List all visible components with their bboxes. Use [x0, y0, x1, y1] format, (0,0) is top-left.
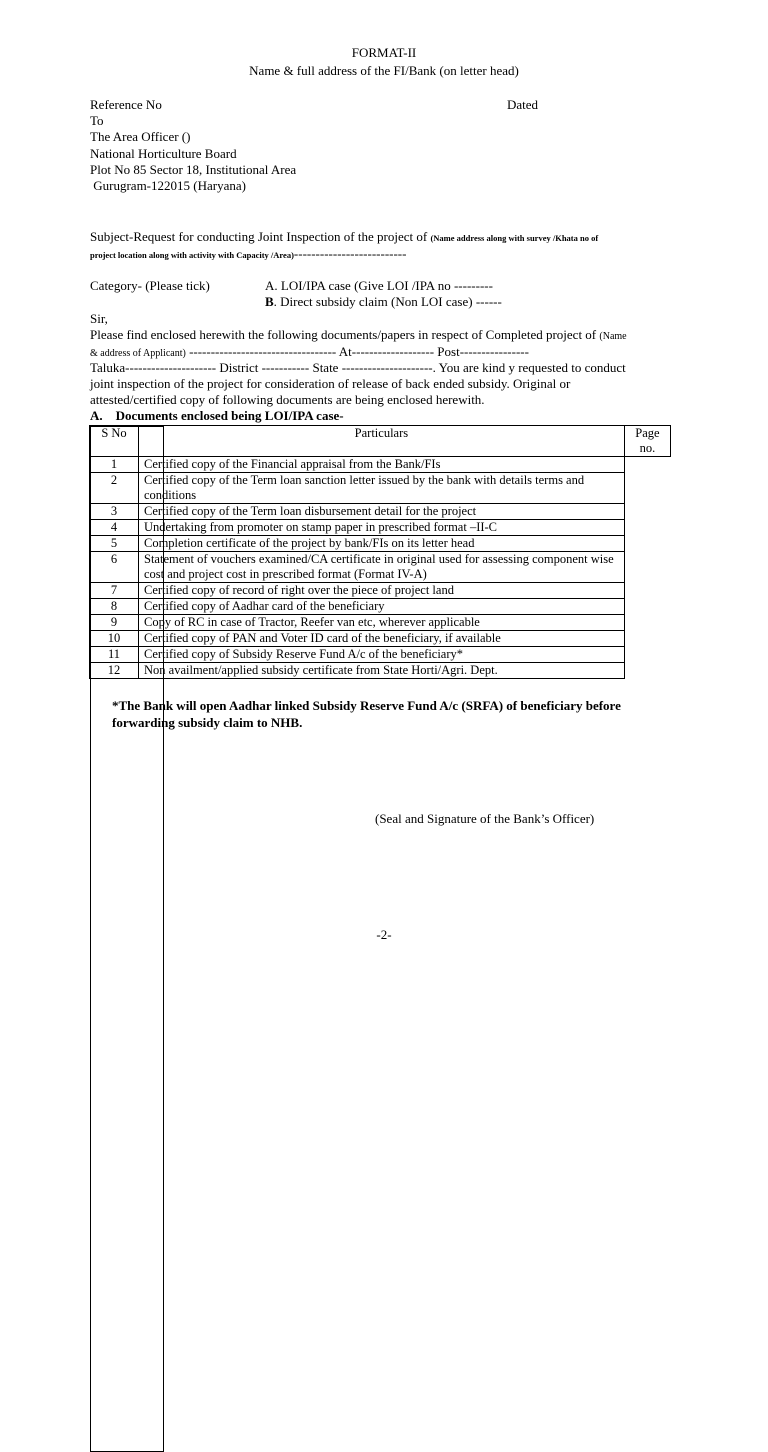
subject-line: [90, 229, 598, 246]
row-particulars: Copy of RC in case of Tractor, Reefer van etc, wherever applicable: [139, 615, 625, 631]
subject-line-2: [90, 246, 406, 263]
option-a-text: . LOI/IPA case (Give LOI /IPA no ---------: [274, 278, 493, 293]
page-number: -2-: [376, 927, 392, 942]
row-sno: 11: [90, 647, 139, 663]
row-particulars: Certified copy of the Term loan disbursement detail for the project: [139, 504, 625, 520]
option-a-letter: A: [265, 278, 275, 293]
table-row: [90, 473, 671, 504]
body-note: (Name: [599, 331, 627, 342]
signature-line: (Seal and Signature of the Bank’s Officer): [375, 811, 595, 826]
column-header-page: Page no.: [624, 426, 670, 457]
table-row: [90, 583, 671, 599]
documents-table: [89, 425, 671, 679]
row-sno: 7: [90, 583, 139, 599]
address-line: To: [90, 113, 104, 128]
table-row: [90, 599, 671, 615]
letter-head-note: Name & full address of the FI/Bank (on letter head): [249, 63, 519, 78]
body-line: attested/certified copy of following documents are being enclosed herewith.: [90, 392, 485, 407]
table-row: [90, 663, 671, 679]
format-title: FORMAT-II: [351, 45, 417, 60]
option-b-text: . Direct subsidy claim (Non LOI case) ------: [273, 294, 502, 309]
address-line: National Horticulture Board: [90, 146, 237, 161]
table-row: [90, 520, 671, 536]
reference-label: Reference No: [90, 97, 162, 112]
row-sno: 12: [90, 663, 139, 679]
subject-note-2: project location along with activity with Capacity /Area): [90, 250, 294, 260]
body-line: joint inspection of the project for consideration of release of back ended subsidy. Original or: [90, 376, 571, 391]
table-row: [90, 457, 671, 473]
category-label: Category- (Please tick): [90, 278, 210, 293]
row-particulars: Certified copy of Aadhar card of the beneficiary: [139, 599, 625, 615]
row-particulars: Completion certificate of the project by bank/FIs on its letter head: [139, 536, 625, 552]
address-line: Gurugram-122015 (Haryana): [90, 178, 246, 193]
table-row: [90, 615, 671, 631]
address-line: The Area Officer (): [90, 129, 191, 144]
row-sno: 9: [90, 615, 139, 631]
row-particulars: Certified copy of record of right over the piece of project land: [139, 583, 625, 599]
row-particulars: Certified copy of the Financial appraisal from the Bank/FIs: [139, 457, 625, 473]
row-particulars: Certified copy of Subsidy Reserve Fund A/c of the beneficiary*: [139, 647, 625, 663]
column-header-sno: S No: [90, 426, 139, 457]
row-sno: 8: [90, 599, 139, 615]
dated-label: Dated: [507, 97, 539, 112]
category-option-a: [265, 278, 493, 294]
table-row: [90, 552, 671, 583]
table-row: [90, 647, 671, 663]
body-note: & address of Applicant): [90, 348, 186, 359]
table-row: [90, 631, 671, 647]
category-option-b: [265, 294, 502, 310]
row-particulars: Certified copy of the Term loan sanction letter issued by the bank with details terms and conditions: [139, 473, 625, 504]
row-sno: 4: [90, 520, 139, 536]
body-text: ---------------------------------- At------------------- Post----------------: [185, 344, 529, 359]
row-sno: 10: [90, 631, 139, 647]
table-body: [90, 457, 671, 679]
row-particulars: Statement of vouchers examined/CA certificate in original used for assessing component wise cost and project cost in prescribed format (Format IV-A): [139, 552, 625, 583]
row-sno: 5: [90, 536, 139, 552]
column-header-particulars: Particulars: [139, 426, 625, 457]
subject-note: (Name address along with survey /Khata no of: [430, 233, 599, 243]
option-b-letter: B: [265, 294, 274, 309]
row-sno: 3: [90, 504, 139, 520]
table-row: [90, 536, 671, 552]
row-sno: 6: [90, 552, 139, 583]
subject-text: Subject-Request for conducting Joint Inspection of the project of: [90, 229, 431, 244]
salutation: Sir,: [90, 311, 108, 326]
row-particulars: Undertaking from promoter on stamp paper in prescribed format –II-C: [139, 520, 625, 536]
body-line: Taluka--------------------- District ----------- State ---------------------. You are kind y requested to conduct: [90, 360, 626, 375]
footnote: *The Bank will open Aadhar linked Subsidy Reserve Fund A/c (SRFA) of beneficiary before forwarding subsidy claim to NHB.: [112, 698, 621, 730]
body-line: [90, 327, 627, 345]
row-sno: 1: [90, 457, 139, 473]
row-particulars: Certified copy of PAN and Voter ID card of the beneficiary, if available: [139, 631, 625, 647]
subject-dashes: --------------------------: [293, 246, 407, 261]
address-line: Plot No 85 Sector 18, Institutional Area: [90, 162, 297, 177]
table-header-row: [90, 426, 671, 457]
body-text: Please find enclosed herewith the following documents/papers in respect of Completed project of: [90, 327, 600, 342]
row-sno: 2: [90, 473, 139, 504]
section-a-heading: A. Documents enclosed being LOI/IPA case-: [90, 408, 344, 423]
row-particulars: Non availment/applied subsidy certificate from State Horti/Agri. Dept.: [139, 663, 625, 679]
table-row: [90, 504, 671, 520]
